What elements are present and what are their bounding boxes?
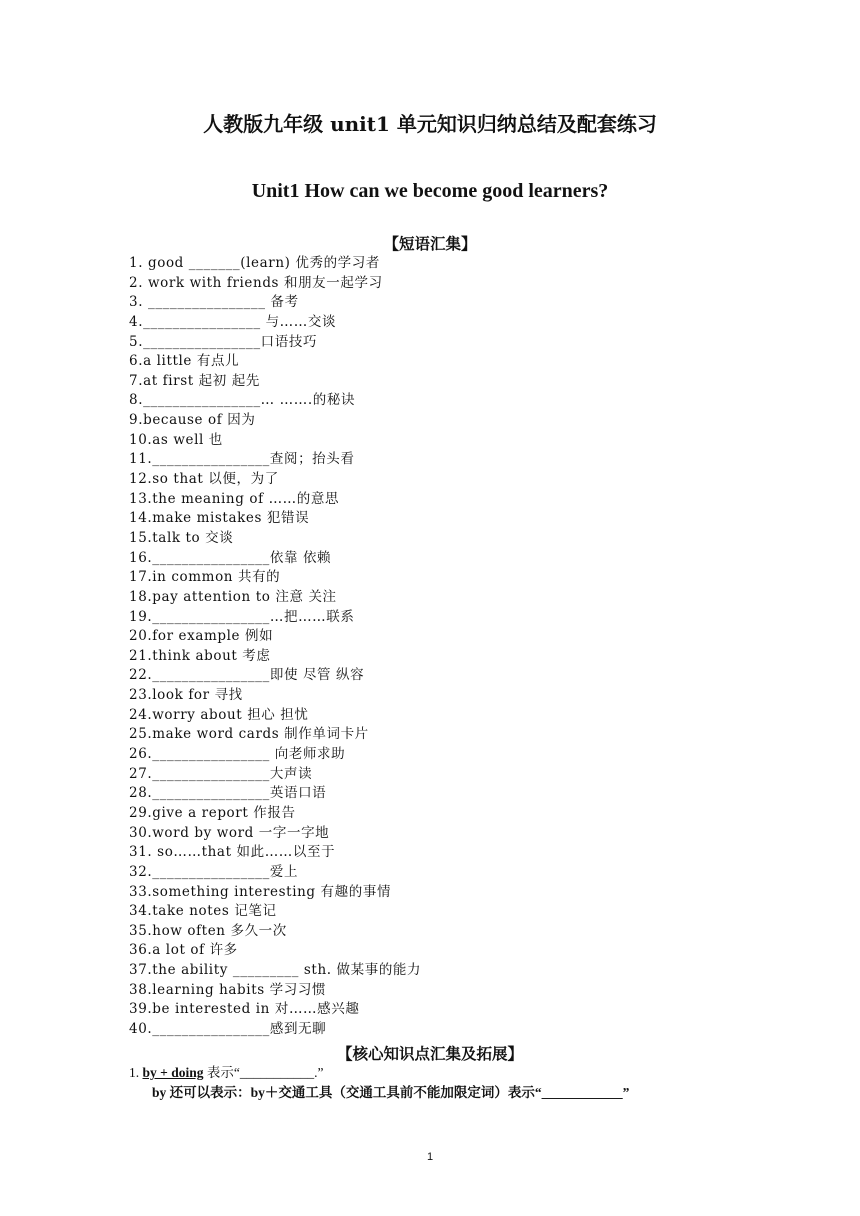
document-title: 人教版九年级 unit1 单元知识归纳总结及配套练习 [203, 112, 657, 136]
phrase-item: 17.in common 共有的 [129, 569, 281, 586]
phrase-item: 22.________________即使 尽管 纵容 [129, 667, 365, 684]
phrase-item: 16.________________依靠 依赖 [129, 549, 332, 566]
phrase-item: 4.________________ 与……交谈 [129, 313, 337, 330]
phrase-item: 1. good _______(learn) 优秀的学习者 [129, 255, 380, 271]
phrase-item: 39.be interested in 对……感兴趣 [129, 1001, 360, 1018]
core-point-text: 表示“___________.” [203, 1065, 324, 1080]
core-point-text: 还可以表示：by＋交通工具（交通工具前不能加限定词）表示“____________” [166, 1085, 630, 1100]
core-points [129, 1063, 629, 1103]
phrase-item: 28.________________英语口语 [129, 785, 327, 802]
phrase-item: 30.word by word 一字一字地 [129, 824, 330, 841]
phrase-item: 33.something interesting 有趣的事情 [129, 883, 392, 900]
phrase-item: 15.talk to 交谈 [129, 529, 234, 546]
phrases-heading: 【短语汇集】 [383, 234, 477, 253]
phrase-item: 7.at first 起初 起先 [129, 372, 260, 389]
phrase-item: 5.________________口语技巧 [129, 333, 318, 350]
phrase-item: 20.for example 例如 [129, 628, 274, 645]
phrase-item: 29.give a report 作报告 [129, 804, 296, 821]
phrase-item: 40.________________感到无聊 [129, 1020, 327, 1037]
phrase-item: 37.the ability _________ sth. 做某事的能力 [129, 962, 422, 979]
core-point-term: by + doing [142, 1065, 204, 1080]
core-point-1 [129, 1063, 629, 1083]
phrase-item: 12.so that 以便，为了 [129, 471, 279, 488]
phrase-item: 23.look for 寻找 [129, 687, 243, 704]
phrase-list [129, 254, 421, 1040]
phrase-item: 8.________________… …….的秘诀 [129, 392, 356, 409]
core-heading: 【核心知识点汇集及拓展】 [336, 1044, 523, 1063]
phrase-item: 31. so……that 如此……以至于 [129, 844, 336, 861]
core-point-term: by [152, 1085, 167, 1100]
core-point-number: 1. [129, 1065, 140, 1080]
phrase-item: 19.________________…把……联系 [129, 608, 355, 625]
phrase-item: 14.make mistakes 犯错误 [129, 510, 310, 527]
phrase-item: 35.how often 多久一次 [129, 922, 287, 939]
phrase-item: 38.learning habits 学习习惯 [129, 981, 327, 998]
phrase-item: 27.________________大声读 [129, 765, 313, 782]
phrase-item: 32.________________爱上 [129, 863, 299, 880]
phrase-item: 13.the meaning of ……的意思 [129, 490, 340, 507]
phrase-item: 11.________________查阅；抬头看 [129, 451, 355, 468]
phrase-item: 25.make word cards 制作单词卡片 [129, 726, 369, 743]
phrase-item: 2. work with friends 和朋友一起学习 [129, 274, 383, 291]
phrase-item: 34.take notes 记笔记 [129, 903, 277, 920]
phrase-item: 10.as well 也 [129, 431, 223, 448]
phrase-item: 3. ________________ 备考 [129, 294, 299, 311]
phrase-item: 21.think about 考虑 [129, 647, 271, 664]
phrase-item: 36.a lot of 许多 [129, 942, 238, 959]
phrase-item: 26.________________ 向老师求助 [129, 746, 346, 763]
phrase-item: 9.because of 因为 [129, 412, 256, 429]
core-point-1-extension [129, 1083, 629, 1103]
phrase-item: 18.pay attention to 注意 关注 [129, 588, 337, 605]
phrase-item: 24.worry about 担心 担忧 [129, 706, 309, 723]
page-number: 1 [426, 1151, 434, 1163]
phrase-item: 6.a little 有点儿 [129, 353, 240, 370]
unit-title: Unit1 How can we become good learners? [251, 180, 609, 202]
